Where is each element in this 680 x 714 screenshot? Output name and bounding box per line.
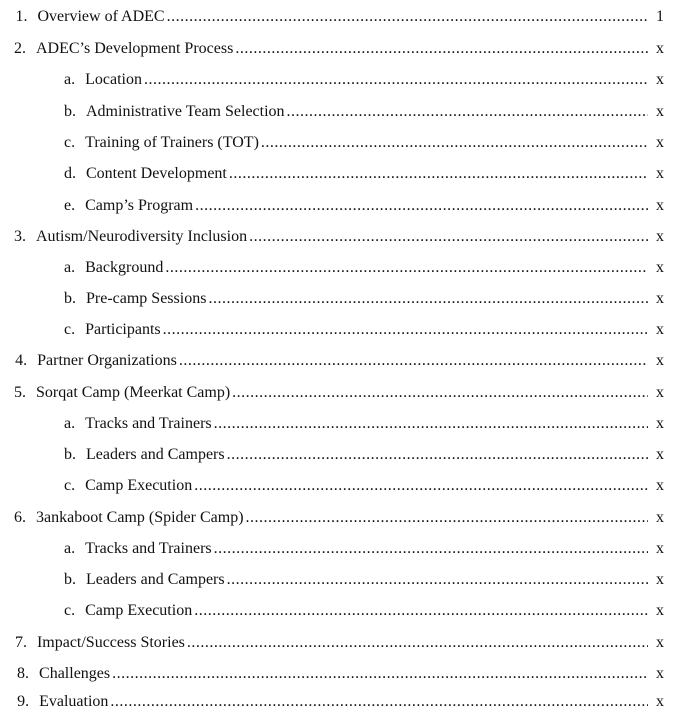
dot-leader	[227, 568, 648, 592]
toc-entry-page: x	[656, 259, 664, 276]
toc-subentry	[64, 68, 664, 92]
toc-entry-title: Training of Trainers (TOT)	[85, 134, 259, 151]
toc-entry-letter: c.	[64, 134, 76, 151]
toc-entry-letter: c.	[64, 477, 76, 494]
dot-leader	[187, 631, 648, 655]
toc-entry-page: x	[656, 446, 664, 463]
toc-entry-page: x	[656, 321, 664, 338]
toc-entry-letter: c.	[64, 321, 76, 338]
toc-entry-letter: a.	[64, 540, 76, 557]
dot-leader	[229, 162, 648, 186]
toc-entry-page: x	[656, 352, 664, 369]
toc-subentry	[64, 537, 664, 561]
toc-entry	[14, 349, 664, 373]
toc-entry-title: Leaders and Campers	[86, 571, 225, 588]
dot-leader	[227, 443, 648, 467]
toc-entry-title: Evaluation	[39, 693, 109, 710]
toc-entry-title: Background	[85, 259, 164, 276]
toc-entry	[14, 662, 664, 686]
toc-entry-letter: a.	[64, 71, 76, 88]
toc-subentry	[64, 318, 664, 342]
toc-entry-title: Tracks and Trainers	[85, 540, 212, 557]
dot-leader	[112, 662, 648, 686]
toc-subentry	[64, 131, 664, 155]
dot-leader	[214, 537, 648, 561]
toc-entry-title: 3ankaboot Camp (Spider Camp)	[36, 509, 244, 526]
toc-entry-title: Challenges	[39, 665, 111, 682]
toc-entry-letter: b.	[64, 571, 76, 588]
toc-entry-page: 1	[656, 8, 664, 25]
toc-entry-title: Camp’s Program	[85, 197, 194, 214]
toc-subentry	[64, 412, 664, 436]
toc-entry-number: 8.	[17, 665, 30, 682]
toc-entry-page: x	[656, 602, 664, 619]
toc-entry-title: Camp Execution	[85, 477, 193, 494]
toc-subentry	[64, 100, 664, 124]
toc-entry-page: x	[656, 40, 664, 57]
toc-entry-page: x	[656, 290, 664, 307]
dot-leader	[163, 318, 648, 342]
dot-leader	[194, 474, 648, 498]
toc-subentry	[64, 162, 664, 186]
toc-entry-letter: d.	[64, 165, 76, 182]
toc-subentry	[64, 256, 664, 280]
toc-entry-letter: b.	[64, 103, 76, 120]
toc-entry-title: Participants	[85, 321, 161, 338]
toc-entry-page: x	[656, 228, 664, 245]
toc-entry-number: 6.	[14, 509, 26, 526]
dot-leader	[214, 412, 648, 436]
toc-entry-title: Content Development	[86, 165, 227, 182]
toc-entry	[14, 5, 664, 29]
dot-leader	[246, 506, 648, 530]
toc-entry-letter: e.	[64, 197, 76, 214]
toc-entry	[14, 37, 664, 61]
dot-leader	[144, 68, 648, 92]
toc-entry-number: 7.	[14, 634, 27, 651]
toc-entry-letter: c.	[64, 602, 76, 619]
dot-leader	[249, 225, 648, 249]
toc-entry-page: x	[656, 71, 664, 88]
toc-entry-title: Sorqat Camp (Meerkat Camp)	[36, 384, 231, 401]
toc-entry-page: x	[656, 477, 664, 494]
toc-entry-number: 5.	[14, 384, 26, 401]
toc-entry-letter: b.	[64, 446, 76, 463]
toc-subentry	[64, 568, 664, 592]
toc-subentry	[64, 474, 664, 498]
dot-leader	[208, 287, 648, 311]
toc-entry-number: 3.	[14, 228, 26, 245]
dot-leader	[179, 349, 648, 373]
dot-leader	[195, 194, 648, 218]
toc-entry-page: x	[656, 165, 664, 182]
toc-subentry	[64, 599, 664, 623]
toc-entry-page: x	[656, 571, 664, 588]
toc-entry-title: ADEC’s Development Process	[36, 40, 234, 57]
toc-entry-title: Administrative Team Selection	[86, 103, 285, 120]
toc-entry	[14, 225, 664, 249]
toc-entry-number: 4.	[15, 352, 28, 369]
toc-entry-title: Location	[85, 71, 142, 88]
toc-entry-page: x	[656, 540, 664, 557]
toc-entry-page: x	[656, 103, 664, 120]
toc-entry-number: 1.	[15, 8, 28, 25]
toc-entry-title: Impact/Success Stories	[36, 634, 185, 651]
toc-subentry	[64, 194, 664, 218]
toc-entry-title: Pre-camp Sessions	[86, 290, 207, 307]
toc-subentry	[64, 443, 664, 467]
toc-entry-letter: b.	[64, 290, 76, 307]
toc-entry-title: Leaders and Campers	[86, 446, 225, 463]
dot-leader	[165, 256, 648, 280]
toc-entry-page: x	[656, 509, 664, 526]
dot-leader	[261, 131, 648, 155]
toc-entry-page: x	[656, 197, 664, 214]
toc-subentry	[64, 287, 664, 311]
toc-entry	[14, 690, 664, 714]
toc-entry-number: 9.	[17, 693, 30, 710]
toc-entry-title: Tracks and Trainers	[85, 415, 212, 432]
dot-leader	[287, 100, 648, 124]
toc-entry-letter: a.	[64, 415, 76, 432]
dot-leader	[194, 599, 648, 623]
dot-leader	[235, 37, 648, 61]
toc-entry-title: Partner Organizations	[37, 352, 177, 369]
toc-entry-title: Camp Execution	[85, 602, 193, 619]
toc-entry-title: Autism/Neurodiversity Inclusion	[36, 228, 248, 245]
toc-entry-page: x	[656, 384, 664, 401]
toc-entry-title: Overview of ADEC	[37, 8, 165, 25]
dot-leader	[232, 381, 648, 405]
toc-entry-page: x	[656, 634, 664, 651]
toc-entry	[14, 506, 664, 530]
toc-entry-page: x	[656, 134, 664, 151]
toc-entry-page: x	[656, 665, 664, 682]
dot-leader	[167, 5, 648, 29]
dot-leader	[110, 690, 648, 714]
toc-entry-page: x	[656, 415, 664, 432]
toc-entry-number: 2.	[14, 40, 26, 57]
toc-entry-letter: a.	[64, 259, 76, 276]
toc-entry-page: x	[656, 693, 664, 710]
toc-entry	[14, 381, 664, 405]
toc-entry	[14, 631, 664, 655]
